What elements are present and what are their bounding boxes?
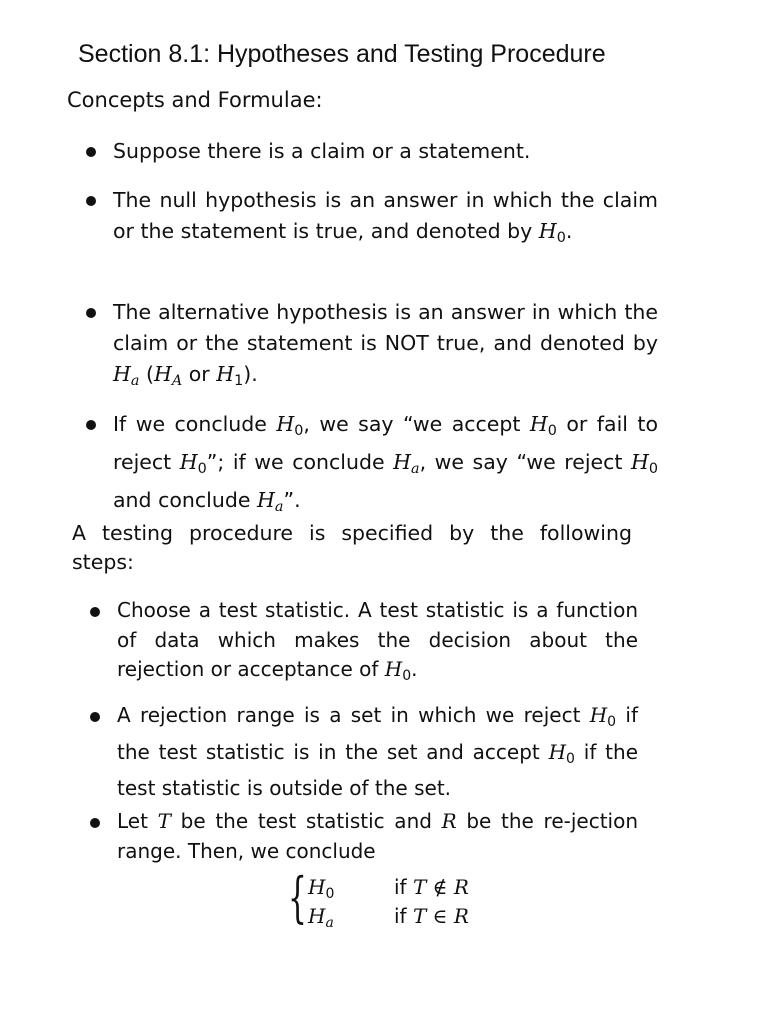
- bullet-icon: [90, 712, 100, 722]
- math-symbol: H: [216, 362, 235, 386]
- case-lhs: $H_0$: [308, 875, 335, 902]
- step-item-3: [90, 807, 638, 866]
- step-text: A rejection range is a set in which we reject $H_0$ if the test statistic is in the set and accept $H_0$ if the test statistic is outside of the set.: [117, 703, 638, 800]
- math-symbol: H: [548, 739, 567, 764]
- math-symbol: T: [157, 809, 171, 833]
- concept-text: The alternative hypothesis is an answer in which the claim or the statement is NOT true, and denoted by Ha (HA or $H_1$).: [113, 300, 658, 389]
- bullet-icon: [86, 196, 96, 206]
- case-row-accept: $H_0$ if T ∉ R: [308, 875, 469, 902]
- concept-text: The null hypothesis is an answer in which the claim or the statement is true, and denoted by $H_0$.: [113, 188, 658, 246]
- math-symbol: H: [529, 412, 548, 436]
- concept-text: If we conclude $H_0$, we say “we accept $H_0$ or fail to reject $H_0$”; if we conclude Ha, we say “we reject $H_0$ and conclude Ha”.: [113, 412, 659, 515]
- math-subscript: a: [274, 499, 284, 515]
- math-symbol: H: [257, 488, 275, 512]
- math-subscript: 0: [402, 668, 412, 684]
- bullet-icon: [86, 308, 96, 318]
- case-lhs: $H_a$: [308, 904, 334, 931]
- math-subscript: 0: [607, 714, 617, 730]
- concept-item-3: [86, 297, 658, 397]
- math-symbol: H: [113, 362, 131, 386]
- case-if: if: [394, 904, 407, 928]
- bullet-icon: [86, 147, 96, 157]
- step-text: Choose a test statistic. A test statistic is a function of data which makes the decision about the rejection or acceptance of $H_0$.: [117, 598, 638, 684]
- concept-item-1: [86, 136, 658, 167]
- math-subscript: 1: [234, 373, 244, 389]
- step-text: Let T be the test statistic and R be the re-jection range. Then, we conclude: [117, 809, 639, 863]
- math-subscript: 0: [547, 423, 557, 439]
- math-subscript: a: [411, 461, 420, 477]
- procedure-intro: A testing procedure is specified by the following steps:: [72, 521, 632, 574]
- math-subscript: 0: [197, 461, 207, 477]
- concept-item-4: [86, 409, 658, 523]
- math-symbol: H: [153, 362, 172, 386]
- case-if: if: [394, 875, 407, 899]
- math-subscript: 0: [294, 423, 304, 439]
- math-symbol: H: [630, 450, 649, 474]
- math-subscript: A: [171, 373, 183, 389]
- decision-cases: [288, 866, 488, 931]
- math-subscript: 0: [566, 750, 575, 767]
- math-symbol: H: [276, 412, 295, 436]
- math-symbol: H: [538, 219, 557, 243]
- math-symbol: H: [384, 657, 403, 681]
- math-subscript: 0: [556, 230, 566, 246]
- concept-item-2: [86, 185, 658, 254]
- bullet-icon: [86, 420, 96, 430]
- math-symbol: H: [393, 450, 412, 474]
- left-brace-icon: {: [288, 866, 307, 929]
- math-symbol: H: [179, 450, 198, 474]
- bullet-icon: [90, 607, 100, 617]
- math-subscript: a: [130, 373, 140, 389]
- concepts-heading: Concepts and Formulae:: [67, 88, 323, 112]
- math-symbol: R: [441, 809, 457, 833]
- bullet-icon: [90, 818, 100, 828]
- math-symbol: H: [589, 703, 608, 727]
- concept-text: Suppose there is a claim or a statement.: [113, 139, 531, 163]
- step-item-1: [90, 596, 638, 692]
- case-row-reject: $H_a$ if T ∈ R: [308, 904, 469, 931]
- math-subscript: 0: [648, 461, 659, 477]
- step-item-2: [90, 701, 638, 804]
- section-title: Section 8.1: Hypotheses and Testing Procedure: [78, 40, 606, 68]
